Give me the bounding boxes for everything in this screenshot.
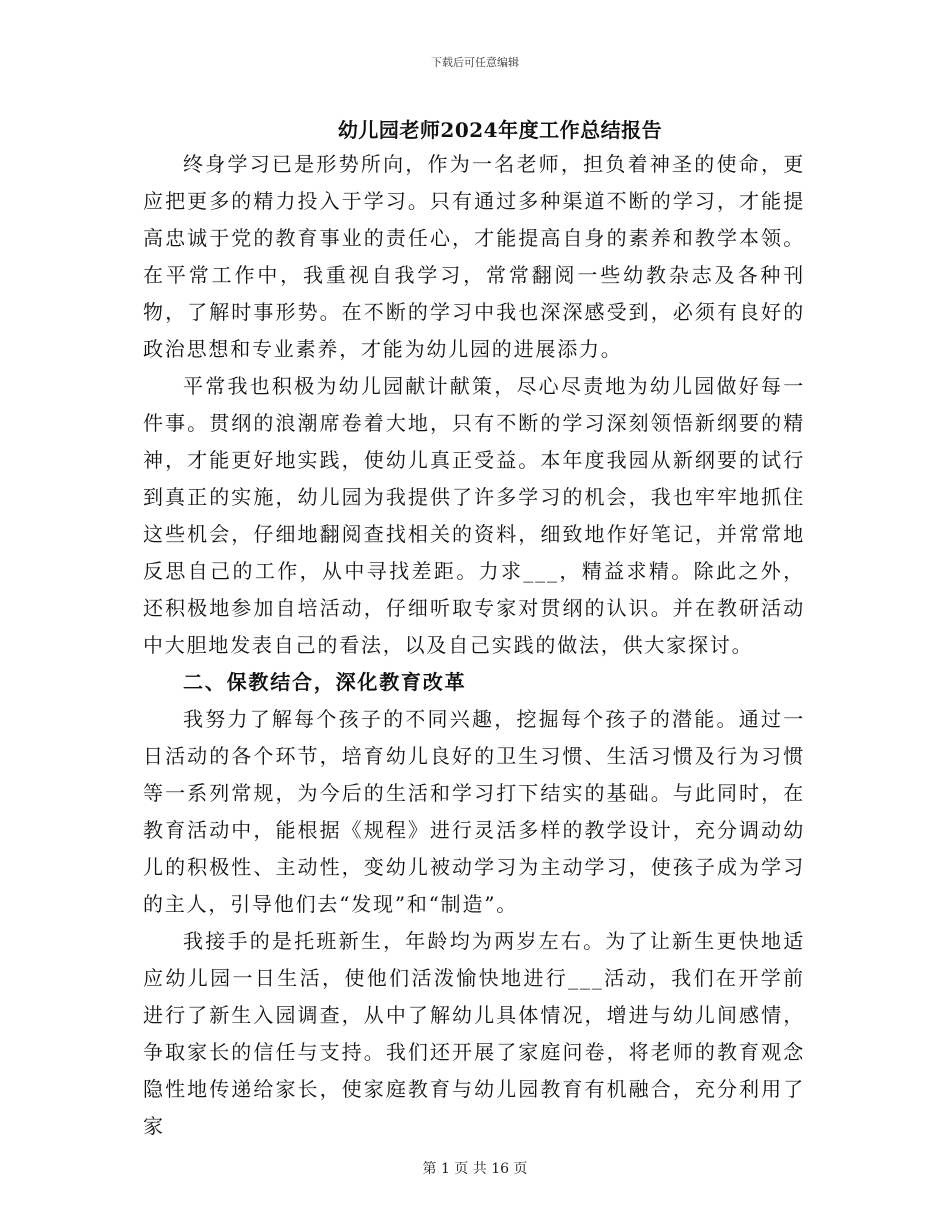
section-heading: 二、保教结合，深化教育改革 <box>183 670 467 694</box>
paragraph-1: 终身学习已是形势所向，作为一名老师，担负着神圣的使命，更应把更多的精力投入于学习。只有通过多种渠道不断的学习，才能提高忠诚于党的教育事业的责任心，才能提高自身的素养和教学本领。在平常工作中，我重视自我学习，常常翻阅一些幼教杂志及各种刊物，了解时事形势。在不断的学习中我也深深感受到，必须有良好的政治思想和专业素养，才能为幼儿园的进展添力。 <box>143 152 805 361</box>
document-body <box>143 146 805 1145</box>
document-title: 幼儿园老师2024年度工作总结报告 <box>337 118 663 142</box>
paragraph-2: 平常我也积极为幼儿园献计献策，尽心尽责地为幼儿园做好每一件事。贯纲的浪潮席卷着大地，只有不断的学习深刻领悟新纲要的精神，才能更好地实践，使幼儿真正受益。本年度我园从新纲要的试行到真正的实施，幼儿园为我提供了许多学习的机会，我也牢牢地抓住这些机会，仔细地翻阅查找相关的资料，细致地作好笔记，并常常地反思自己的工作，从中寻找差距。力求___，精益求精。除此之外，还积极地参加自培活动，仔细听取专家对贯纲的认识。并在教研活动中大胆地发表自己的看法，以及自己实践的做法，供大家探讨。 <box>143 374 805 657</box>
header-note: 下载后可任意编辑 <box>431 56 519 69</box>
page-number: 第 1 页 共 16 页 <box>422 1161 528 1177</box>
paragraph-3: 我努力了解每个孩子的不同兴趣，挖掘每个孩子的潜能。通过一日活动的各个环节，培育幼儿良好的卫生习惯、生活习惯及行为习惯等一系列常规，为今后的生活和学习打下结实的基础。与此同时，在教育活动中，能根据《规程》进行灵活多样的教学设计，充分调动幼儿的积极性、主动性，变幼儿被动学习为主动学习，使孩子成为学习的主人，引导他们去“发现”和“制造”。 <box>143 707 805 916</box>
paragraph-4: 我接手的是托班新生，年龄均为两岁左右。为了让新生更快地适应幼儿园一日生活，使他们活泼愉快地进行___活动，我们在开学前进行了新生入园调查，从中了解幼儿具体情况，增进与幼儿间感情，争取家长的信任与支持。我们还开展了家庭问卷，将老师的教育观念隐性地传递给家长，使家庭教育与幼儿园教育有机融合，充分利用了家 <box>143 929 805 1138</box>
